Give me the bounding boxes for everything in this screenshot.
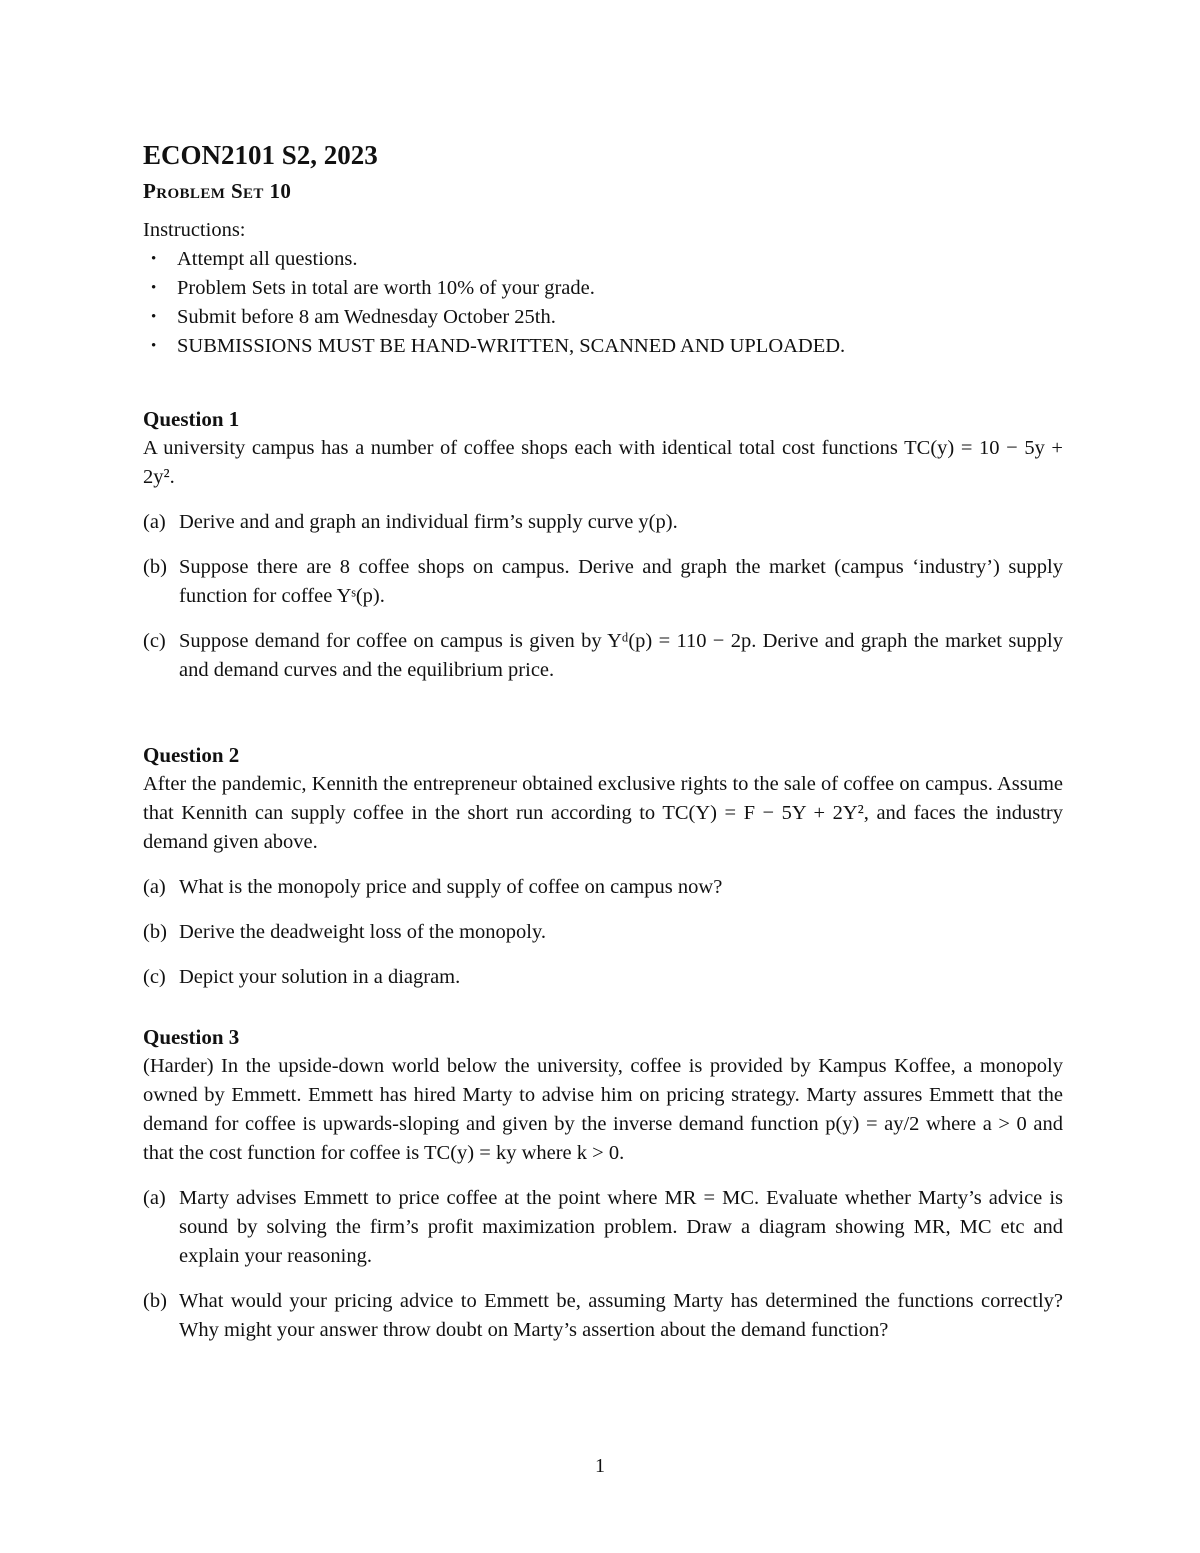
part-label: (a)	[143, 876, 166, 898]
question-text: A university campus has a number of coffee shops each with identical total cost functions TC(y) = 10 − 5y + 2y².	[143, 437, 1063, 488]
part-label: (b)	[143, 556, 167, 578]
bullet-icon: •	[151, 280, 157, 296]
course-title: ECON2101 S2, 2023	[143, 140, 378, 170]
question-heading: Question 2	[143, 743, 240, 767]
bullet-icon: •	[151, 309, 157, 325]
part-label: (b)	[143, 1290, 167, 1312]
page-content	[143, 138, 1063, 1345]
bullet-icon: •	[151, 338, 157, 354]
question-part	[143, 918, 1063, 947]
question-part	[143, 508, 1063, 537]
question-1	[143, 405, 1063, 685]
part-label: (c)	[143, 966, 166, 988]
part-text: What would your pricing advice to Emmett be, assuming Marty has determined the functions correctly? Why might your answer throw doubt on Marty’s assertion about the demand function?	[179, 1290, 1063, 1341]
instruction-text: Problem Sets in total are worth 10% of your grade.	[177, 277, 595, 299]
question-part	[143, 1184, 1063, 1271]
part-text: Derive and and graph an individual firm’s supply curve y(p).	[179, 511, 678, 533]
part-text: Suppose demand for coffee on campus is given by Yᵈ(p) = 110 − 2p. Derive and graph the market supply and demand curves and the equilibrium price.	[179, 630, 1063, 681]
question-heading: Question 1	[143, 407, 240, 431]
part-label: (a)	[143, 1187, 166, 1209]
question-3	[143, 1023, 1063, 1345]
question-part	[143, 873, 1063, 902]
instructions-heading: Instructions:	[143, 219, 246, 241]
part-label: (b)	[143, 921, 167, 943]
instruction-item	[151, 274, 1063, 303]
part-text: Derive the deadweight loss of the monopoly.	[179, 921, 547, 943]
question-part	[143, 963, 1063, 992]
problem-set-title: Problem Set 10	[143, 179, 292, 203]
question-part	[143, 1287, 1063, 1345]
instruction-item	[151, 303, 1063, 332]
part-text: What is the monopoly price and supply of coffee on campus now?	[179, 876, 723, 898]
bullet-icon: •	[151, 251, 157, 267]
question-part	[143, 627, 1063, 685]
instruction-item	[151, 245, 1063, 274]
instruction-item	[151, 332, 1063, 361]
question-text: (Harder) In the upside-down world below the university, coffee is provided by Kampus Koffee, a monopoly owned by Emmett. Emmett has hired Marty to advise him on pricing strategy. Marty assures Emmett that the demand for coffee is upwards-sloping and given by the inverse demand function p(y) = ay/2 where a > 0 and that the cost function for coffee is TC(y) = ky where k > 0.	[143, 1055, 1063, 1164]
instruction-text: Submit before 8 am Wednesday October 25th.	[177, 306, 556, 328]
part-text: Depict your solution in a diagram.	[179, 966, 461, 988]
instructions-list	[143, 245, 1063, 361]
question-heading: Question 3	[143, 1025, 240, 1049]
instruction-text: Attempt all questions.	[177, 248, 358, 270]
part-text: Marty advises Emmett to price coffee at the point where MR = MC. Evaluate whether Marty’s advice is sound by solving the firm’s profit maximization problem. Draw a diagram showing MR, MC etc and explain your reasoning.	[179, 1187, 1063, 1267]
part-label: (a)	[143, 511, 166, 533]
question-part	[143, 553, 1063, 611]
question-2	[143, 741, 1063, 992]
part-text: Suppose there are 8 coffee shops on campus. Derive and graph the market (campus ‘industry’) supply function for coffee Yˢ(p).	[179, 556, 1063, 607]
instruction-text: SUBMISSIONS MUST BE HAND-WRITTEN, SCANNED AND UPLOADED.	[177, 335, 846, 357]
page-number: 1	[595, 1455, 605, 1477]
part-label: (c)	[143, 630, 166, 652]
question-text: After the pandemic, Kennith the entrepreneur obtained exclusive rights to the sale of coffee on campus. Assume that Kennith can supply coffee in the short run according to TC(Y) = F − 5Y + 2Y², and faces the industry demand given above.	[143, 773, 1063, 853]
